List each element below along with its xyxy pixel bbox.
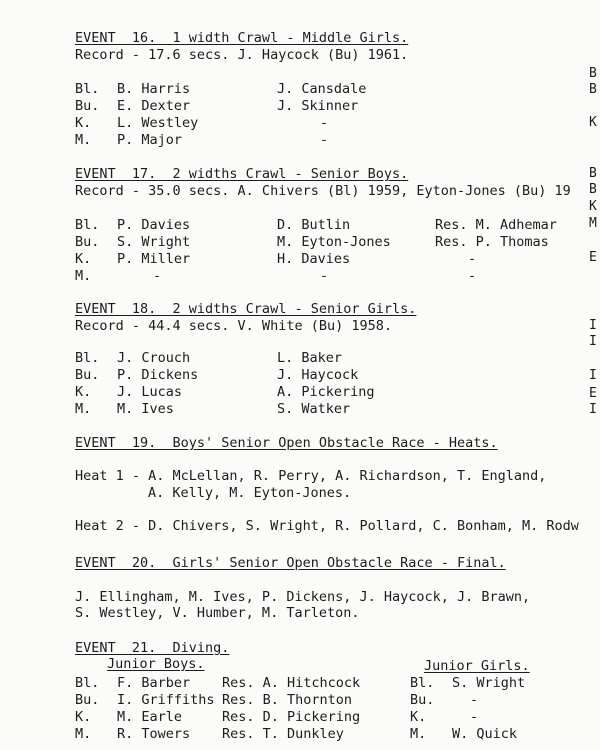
competitor-name: F. Barber: [117, 675, 191, 691]
team-code: Bu.: [75, 367, 100, 383]
team-code: Bu.: [75, 692, 100, 708]
event-17-record: Record - 35.0 secs. A. Chivers (Bl) 1959, Eyton-Jones (Bu) 19: [75, 183, 571, 199]
competitor-name: M. Ives: [117, 401, 174, 417]
competitor-name: D. Butlin: [277, 217, 351, 233]
reserve-name: Res. P. Thomas: [435, 234, 549, 250]
team-code: Bl.: [410, 675, 435, 691]
event-16-title: EVENT 16. 1 width Crawl - Middle Girls.: [75, 30, 409, 46]
junior-girls-heading: Junior Girls.: [424, 658, 530, 674]
edge-fragment: B: [589, 166, 597, 181]
competitor-name: L. Baker: [277, 350, 343, 366]
competitor-name: P. Major: [117, 132, 183, 148]
competitor-name: S. Watker: [277, 401, 351, 417]
event-21-title: EVENT 21. Diving.: [75, 640, 230, 656]
competitor-name: M. Eyton-Jones: [277, 234, 391, 250]
competitor-name: R. Towers: [117, 726, 191, 742]
team-code: M.: [410, 726, 427, 742]
edge-fragment: E: [589, 386, 597, 401]
reserve-name: Res. A. Hitchcock: [222, 675, 361, 691]
empty-dash: -: [153, 268, 162, 284]
edge-fragment: K: [589, 115, 597, 130]
competitor-name: E. Dexter: [117, 98, 191, 114]
event-19-heat-1: Heat 1 - A. McLellan, R. Perry, A. Richardson, T. England,: [75, 468, 547, 484]
competitor-name: M. Earle: [117, 709, 183, 725]
team-code: M.: [75, 268, 92, 284]
competitor-name: P. Davies: [117, 217, 191, 233]
competitor-name: S. Wright: [452, 675, 526, 691]
team-code: Bu.: [75, 98, 100, 114]
edge-fragment: I: [589, 368, 597, 383]
empty-dash: -: [470, 709, 479, 725]
edge-fragment: B: [589, 66, 597, 81]
team-code: K.: [410, 709, 427, 725]
competitor-name: B. Harris: [117, 81, 191, 97]
reserve-name: Res. B. Thornton: [222, 692, 353, 708]
team-code: K.: [75, 115, 92, 131]
competitor-name: S. Wright: [117, 234, 191, 250]
team-code: Bu.: [410, 692, 435, 708]
event-20-finalists-cont: S. Westley, V. Humber, M. Tarleton.: [75, 605, 360, 621]
event-18-record: Record - 44.4 secs. V. White (Bu) 1958.: [75, 318, 392, 334]
edge-fragment: I: [589, 318, 597, 333]
competitor-name: A. Pickering: [277, 384, 375, 400]
competitor-name: J. Lucas: [117, 384, 183, 400]
event-16-record: Record - 17.6 secs. J. Haycock (Bu) 1961.: [75, 47, 409, 63]
reserve-name: Res. M. Adhemar: [435, 217, 557, 233]
reserve-name: Res. D. Pickering: [222, 709, 361, 725]
empty-dash: -: [320, 132, 329, 148]
empty-dash: -: [468, 268, 477, 284]
team-code: Bl.: [75, 675, 100, 691]
team-code: K.: [75, 709, 92, 725]
edge-fragment: I: [589, 402, 597, 417]
event-19-heat-1-cont: A. Kelly, M. Eyton-Jones.: [148, 485, 352, 501]
event-17-title: EVENT 17. 2 widths Crawl - Senior Boys.: [75, 166, 409, 182]
reserve-name: Res. T. Dunkley: [222, 726, 344, 742]
empty-dash: -: [320, 268, 329, 284]
edge-fragment: E: [589, 250, 597, 265]
event-20-finalists: J. Ellingham, M. Ives, P. Dickens, J. Haycock, J. Brawn,: [75, 589, 531, 605]
team-code: Bl.: [75, 217, 100, 233]
edge-fragment: K: [589, 199, 597, 214]
team-code: Bl.: [75, 350, 100, 366]
competitor-name: L. Westley: [117, 115, 199, 131]
competitor-name: P. Miller: [117, 251, 191, 267]
competitor-name: J. Crouch: [117, 350, 191, 366]
team-code: K.: [75, 251, 92, 267]
competitor-name: I. Griffiths: [117, 692, 215, 708]
event-20-title: EVENT 20. Girls' Senior Open Obstacle Race - Final.: [75, 555, 506, 571]
competitor-name: J. Haycock: [277, 367, 359, 383]
empty-dash: -: [468, 251, 477, 267]
competitor-name: J. Skinner: [277, 98, 359, 114]
edge-fragment: B: [589, 82, 597, 97]
competitor-name: W. Quick: [452, 726, 518, 742]
event-18-title: EVENT 18. 2 widths Crawl - Senior Girls.: [75, 301, 417, 317]
event-19-heat-2: Heat 2 - D. Chivers, S. Wright, R. Pollard, C. Bonham, M. Rodw: [75, 518, 579, 534]
competitor-name: J. Cansdale: [277, 81, 367, 97]
competitor-name: H. Davies: [277, 251, 351, 267]
competitor-name: P. Dickens: [117, 367, 199, 383]
edge-fragment: I: [589, 334, 597, 349]
empty-dash: -: [320, 115, 329, 131]
team-code: Bl.: [75, 81, 100, 97]
empty-dash: -: [470, 692, 479, 708]
team-code: M.: [75, 401, 92, 417]
team-code: K.: [75, 384, 92, 400]
team-code: Bu.: [75, 234, 100, 250]
edge-fragment: M: [589, 216, 597, 231]
team-code: M.: [75, 132, 92, 148]
event-19-title: EVENT 19. Boys' Senior Open Obstacle Race - Heats.: [75, 435, 498, 451]
team-code: M.: [75, 726, 92, 742]
edge-fragment: B: [589, 182, 597, 197]
junior-boys-heading: Junior Boys.: [107, 656, 205, 672]
